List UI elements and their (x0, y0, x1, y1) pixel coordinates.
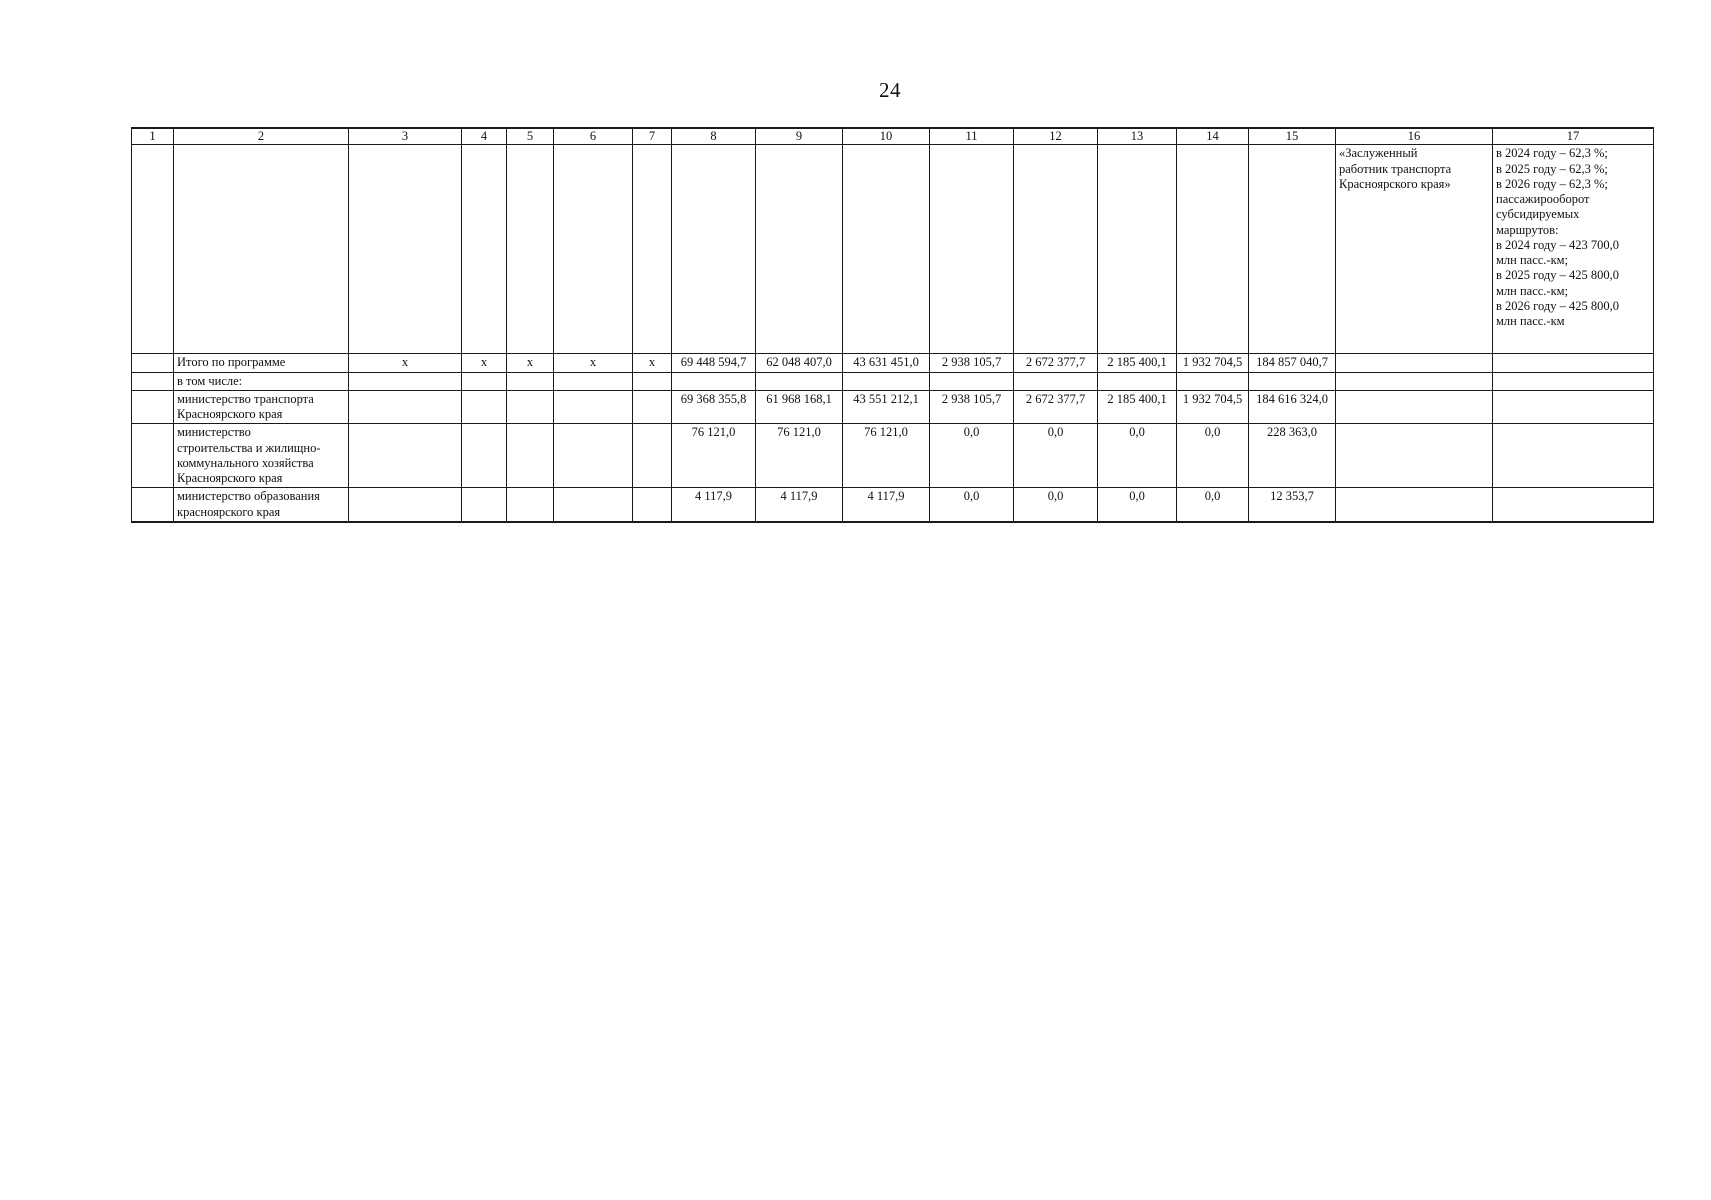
value-cell: 76 121,0 (843, 424, 930, 488)
value-cell: 228 363,0 (1249, 424, 1336, 488)
empty-cell (507, 145, 554, 354)
row-number-cell (132, 488, 174, 522)
value-cell (1098, 372, 1177, 390)
value-cell (1014, 372, 1098, 390)
row-label: министерство строительства и жилищно- коммунального хозяйства Красноярского края (174, 424, 349, 488)
value-cell: 2 185 400,1 (1098, 354, 1177, 372)
x-mark-cell (462, 372, 507, 390)
value-cell: 2 672 377,7 (1014, 354, 1098, 372)
row-label: министерство транспорта Красноярского края (174, 390, 349, 424)
value-cell (1249, 372, 1336, 390)
value-cell: 2 938 105,7 (930, 354, 1014, 372)
column-number: 9 (756, 128, 843, 145)
value-cell: 0,0 (930, 488, 1014, 522)
x-mark-cell (507, 488, 554, 522)
empty-cell (672, 145, 756, 354)
value-cell: 76 121,0 (672, 424, 756, 488)
empty-cell (1493, 424, 1654, 488)
x-mark-cell (507, 390, 554, 424)
empty-cell (132, 145, 174, 354)
table-row (132, 354, 1654, 372)
value-cell: 0,0 (1177, 424, 1249, 488)
empty-cell (756, 145, 843, 354)
column-number: 8 (672, 128, 756, 145)
x-mark-cell (462, 390, 507, 424)
x-mark-cell (554, 390, 633, 424)
value-cell: 4 117,9 (843, 488, 930, 522)
value-cell: 12 353,7 (1249, 488, 1336, 522)
value-cell (930, 372, 1014, 390)
x-mark-cell (349, 488, 462, 522)
column-number: 14 (1177, 128, 1249, 145)
value-cell: 43 631 451,0 (843, 354, 930, 372)
value-cell: 184 616 324,0 (1249, 390, 1336, 424)
table-row (132, 488, 1654, 522)
x-mark-cell (554, 424, 633, 488)
x-mark-cell: x (462, 354, 507, 372)
x-mark-cell: x (554, 354, 633, 372)
value-cell: 4 117,9 (672, 488, 756, 522)
x-mark-cell (462, 424, 507, 488)
value-cell: 1 932 704,5 (1177, 354, 1249, 372)
empty-cell (1336, 372, 1493, 390)
column-number: 13 (1098, 128, 1177, 145)
empty-cell (554, 145, 633, 354)
value-cell: 69 368 355,8 (672, 390, 756, 424)
value-cell (756, 372, 843, 390)
row-number-cell (132, 424, 174, 488)
x-mark-cell (554, 372, 633, 390)
value-cell: 0,0 (1014, 424, 1098, 488)
x-mark-cell (633, 390, 672, 424)
x-mark-cell (349, 390, 462, 424)
value-cell: 0,0 (1177, 488, 1249, 522)
value-cell: 1 932 704,5 (1177, 390, 1249, 424)
program-table (131, 127, 1654, 523)
value-cell: 69 448 594,7 (672, 354, 756, 372)
column-number: 15 (1249, 128, 1336, 145)
x-mark-cell (507, 424, 554, 488)
row-number-cell (132, 372, 174, 390)
indicator-text: в 2024 году – 62,3 %; в 2025 году – 62,3 %; в 2026 году – 62,3 %; пассажирооборот субсидируемых маршрутов: в 2024 году – 423 700,0 млн пасс.-км; в 2025 году – 425 800,0 млн пасс.-км; в 2026 году – 425 800,0 млн пасс.-км (1493, 145, 1654, 354)
value-cell: 0,0 (1014, 488, 1098, 522)
row-label: в том числе: (174, 372, 349, 390)
value-cell: 61 968 168,1 (756, 390, 843, 424)
row-number-cell (132, 390, 174, 424)
column-number: 2 (174, 128, 349, 145)
x-mark-cell (633, 488, 672, 522)
empty-cell (843, 145, 930, 354)
column-number: 1 (132, 128, 174, 145)
x-mark-cell (349, 424, 462, 488)
continuation-row (132, 145, 1654, 354)
value-cell: 76 121,0 (756, 424, 843, 488)
empty-cell (1014, 145, 1098, 354)
column-number: 7 (633, 128, 672, 145)
empty-cell (174, 145, 349, 354)
empty-cell (1336, 424, 1493, 488)
empty-cell (462, 145, 507, 354)
column-number: 10 (843, 128, 930, 145)
empty-cell (633, 145, 672, 354)
empty-cell (930, 145, 1014, 354)
empty-cell (1493, 390, 1654, 424)
value-cell (1177, 372, 1249, 390)
x-mark-cell: x (349, 354, 462, 372)
column-number-row (132, 128, 1654, 145)
column-number: 4 (462, 128, 507, 145)
column-number: 17 (1493, 128, 1654, 145)
value-cell: 0,0 (930, 424, 1014, 488)
page-number: 24 (879, 78, 901, 102)
empty-cell (1336, 390, 1493, 424)
empty-cell (1493, 354, 1654, 372)
x-mark-cell (633, 372, 672, 390)
column-number: 6 (554, 128, 633, 145)
column-number: 5 (507, 128, 554, 145)
x-mark-cell: x (633, 354, 672, 372)
x-mark-cell (507, 372, 554, 390)
value-cell: 4 117,9 (756, 488, 843, 522)
value-cell: 2 938 105,7 (930, 390, 1014, 424)
column-number: 12 (1014, 128, 1098, 145)
x-mark-cell (554, 488, 633, 522)
empty-cell (1336, 488, 1493, 522)
x-mark-cell (462, 488, 507, 522)
column-number: 11 (930, 128, 1014, 145)
value-cell: 43 551 212,1 (843, 390, 930, 424)
empty-cell (1098, 145, 1177, 354)
empty-cell (349, 145, 462, 354)
x-mark-cell (349, 372, 462, 390)
column-number: 3 (349, 128, 462, 145)
x-mark-cell (633, 424, 672, 488)
empty-cell (1493, 488, 1654, 522)
empty-cell (1177, 145, 1249, 354)
value-cell: 62 048 407,0 (756, 354, 843, 372)
value-cell (672, 372, 756, 390)
column-number: 16 (1336, 128, 1493, 145)
value-cell: 0,0 (1098, 488, 1177, 522)
empty-cell (1249, 145, 1336, 354)
empty-cell (1336, 354, 1493, 372)
x-mark-cell: x (507, 354, 554, 372)
value-cell: 2 672 377,7 (1014, 390, 1098, 424)
value-cell: 0,0 (1098, 424, 1177, 488)
table-row (132, 424, 1654, 488)
table-row (132, 390, 1654, 424)
table-row (132, 372, 1654, 390)
empty-cell (1493, 372, 1654, 390)
row-number-cell (132, 354, 174, 372)
row-label: министерство образования красноярского края (174, 488, 349, 522)
value-cell: 184 857 040,7 (1249, 354, 1336, 372)
value-cell: 2 185 400,1 (1098, 390, 1177, 424)
award-text: «Заслуженный работник транспорта Красноярского края» (1336, 145, 1493, 354)
row-label: Итого по программе (174, 354, 349, 372)
value-cell (843, 372, 930, 390)
